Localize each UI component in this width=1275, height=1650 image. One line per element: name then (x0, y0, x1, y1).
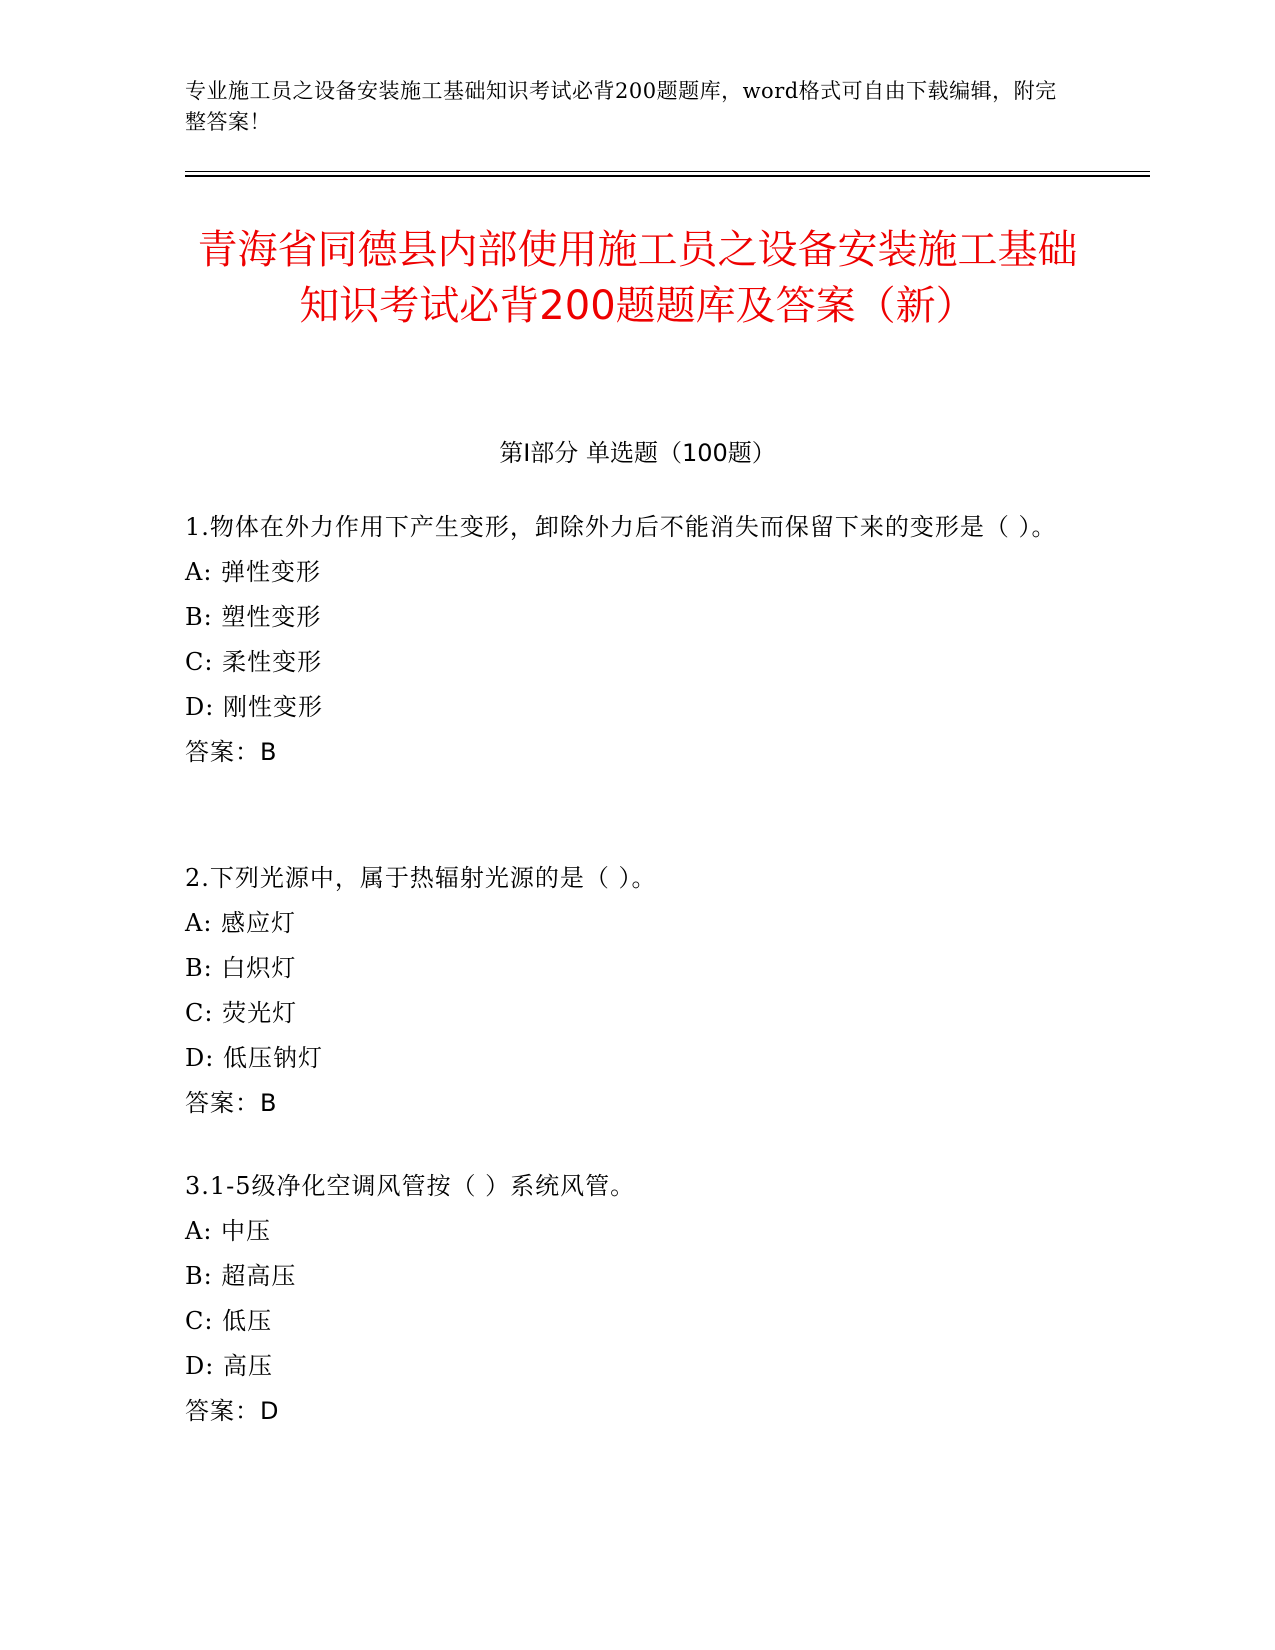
question-3 (185, 1164, 1085, 1434)
header-divider-thick (185, 175, 1150, 177)
header-note: 专业施工员之设备安装施工基础知识考试必背200题题库，word格式可自由下载编辑，附完整答案！ (185, 79, 1057, 134)
document-title: 青海省同德县内部使用施工员之设备安装施工基础知识考试必背200题题库及答案（新） (197, 227, 1078, 329)
option-d: D: 低压钠灯 (185, 1044, 323, 1072)
option-c: C: 荧光灯 (185, 999, 298, 1027)
option-c: C: 柔性变形 (185, 648, 323, 676)
answer-line: 答案：D (185, 1397, 280, 1425)
option-a: A: 中压 (185, 1217, 272, 1245)
option-d: D: 高压 (185, 1352, 273, 1380)
question-stem: 2.下列光源中，属于热辐射光源的是（ ）。 (185, 864, 657, 892)
answer-line: 答案：B (185, 1089, 278, 1117)
question-1 (185, 505, 1085, 775)
question-2 (185, 856, 1085, 1126)
section-heading: 第I部分 单选题（100题） (499, 439, 776, 467)
option-b: B: 超高压 (185, 1262, 297, 1290)
question-stem: 3.1-5级净化空调风管按（ ）系统风管。 (185, 1172, 636, 1200)
option-c: C: 低压 (185, 1307, 273, 1335)
option-a: A: 弹性变形 (185, 558, 322, 586)
option-b: B: 白炽灯 (185, 954, 297, 982)
option-a: A: 感应灯 (185, 909, 297, 937)
question-stem: 1.物体在外力作用下产生变形，卸除外力后不能消失而保留下来的变形是（ ）。 (185, 513, 1057, 541)
option-b: B: 塑性变形 (185, 603, 322, 631)
answer-line: 答案：B (185, 738, 278, 766)
header-divider-thin (185, 171, 1150, 172)
option-d: D: 刚性变形 (185, 693, 323, 721)
